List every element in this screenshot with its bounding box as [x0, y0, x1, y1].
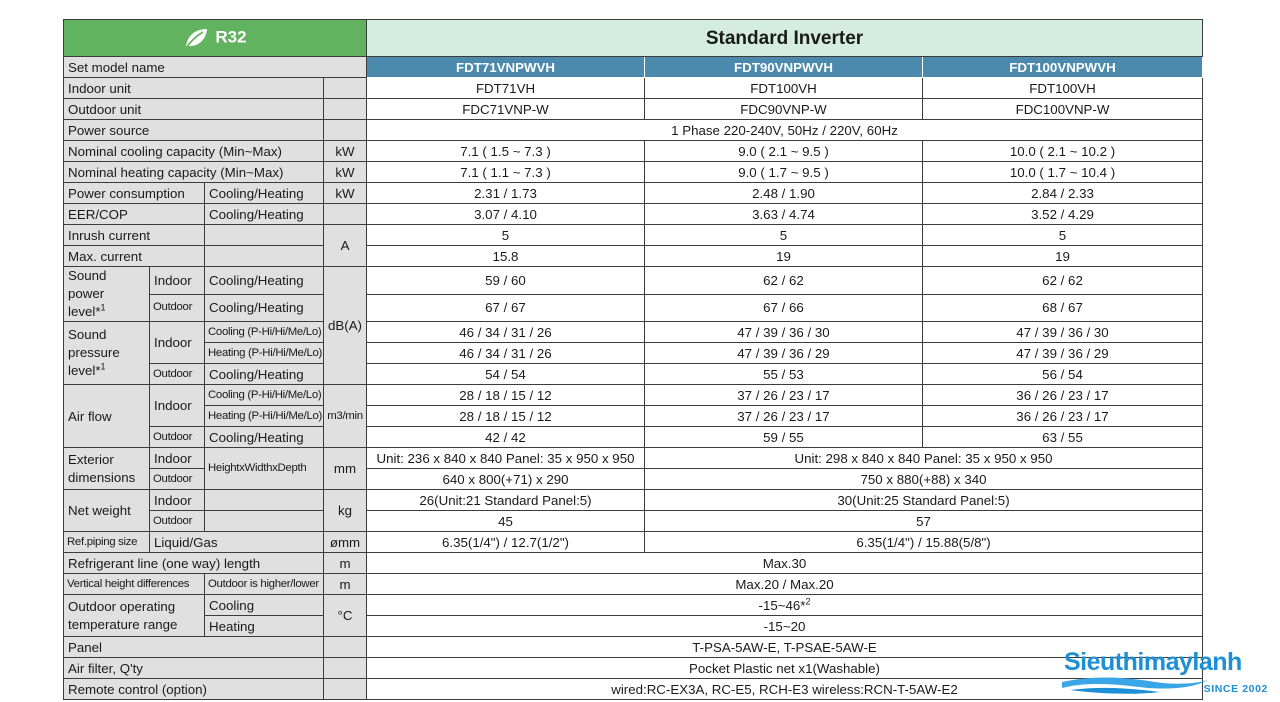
spec-row	[64, 225, 1203, 246]
value-cell: 6.35(1/4") / 15.88(5/8")	[645, 532, 1203, 553]
indoor-label: Indoor	[150, 385, 205, 427]
spec-row	[64, 679, 1203, 700]
value-cell: 62 / 62	[923, 267, 1203, 295]
unit-cell: A	[324, 225, 367, 267]
unit-cell: dB(A)	[324, 267, 367, 385]
unit-cell	[324, 658, 367, 679]
value-cell: T-PSA-5AW-E, T-PSAE-5AW-E	[367, 637, 1203, 658]
sub-label: Cooling/Heating	[205, 183, 324, 204]
row-label: Air filter, Q'ty	[64, 658, 324, 679]
value-cell: 67 / 66	[645, 294, 923, 322]
spec-row	[64, 343, 1203, 364]
value-cell: 36 / 26 / 23 / 17	[923, 406, 1203, 427]
unit-cell: °C	[324, 595, 367, 637]
value-cell: FDT100VH	[923, 78, 1203, 99]
spec-row	[64, 658, 1203, 679]
outdoor-label: Outdoor	[150, 469, 205, 490]
spec-row	[64, 637, 1203, 658]
value-cell: 59 / 55	[645, 427, 923, 448]
spec-row	[64, 78, 1203, 99]
value-cell: 67 / 67	[367, 294, 645, 322]
logo-since: SINCE 2002	[1203, 683, 1268, 695]
sub-label: Cooling/Heating	[205, 364, 324, 385]
value-cell: 68 / 67	[923, 294, 1203, 322]
value-cell: -15~46*$^2$	[367, 595, 1203, 616]
sub-label: Heating (P-Hi/Hi/Me/Lo)	[205, 406, 324, 427]
spec-row	[64, 532, 1203, 553]
model-row	[64, 57, 1203, 78]
value-cell: 7.1 ( 1.5 ~ 7.3 )	[367, 141, 645, 162]
row-label: Outdoor unit	[64, 99, 324, 120]
spec-row	[64, 246, 1203, 267]
value-cell: 5	[645, 225, 923, 246]
spec-row	[64, 99, 1203, 120]
sub-label	[205, 225, 324, 246]
row-label: Sound power level*$^1$	[64, 267, 150, 322]
sub-label: Liquid/Gas	[150, 532, 324, 553]
value-cell: FDT100VH	[645, 78, 923, 99]
value-cell: 62 / 62	[645, 267, 923, 295]
value-cell: 10.0 ( 2.1 ~ 10.2 )	[923, 141, 1203, 162]
value-cell: 10.0 ( 1.7 ~ 10.4 )	[923, 162, 1203, 183]
value-cell: 28 / 18 / 15 / 12	[367, 406, 645, 427]
unit-cell: kg	[324, 490, 367, 532]
value-cell: 37 / 26 / 23 / 17	[645, 406, 923, 427]
row-label: Refrigerant line (one way) length	[64, 553, 324, 574]
model-name: FDT71VNPWVH	[367, 57, 645, 78]
unit-cell: m	[324, 553, 367, 574]
value-cell: 37 / 26 / 23 / 17	[645, 385, 923, 406]
unit-cell	[324, 120, 367, 141]
value-cell: 26(Unit:21 Standard Panel:5)	[367, 490, 645, 511]
unit-cell	[324, 78, 367, 99]
value-cell: 6.35(1/4") / 12.7(1/2")	[367, 532, 645, 553]
wave-icon	[1060, 674, 1210, 696]
value-cell: 54 / 54	[367, 364, 645, 385]
value-cell: 5	[923, 225, 1203, 246]
model-name: FDT100VNPWVH	[923, 57, 1203, 78]
row-label: EER/COP	[64, 204, 205, 225]
value-cell: FDT71VH	[367, 78, 645, 99]
row-label: Net weight	[64, 490, 150, 532]
value-cell: FDC71VNP-W	[367, 99, 645, 120]
value-cell: 47 / 39 / 36 / 30	[645, 322, 923, 343]
refrigerant-badge	[64, 20, 367, 57]
row-label: Nominal cooling capacity (Min~Max)	[64, 141, 324, 162]
spec-row	[64, 490, 1203, 511]
spec-row	[64, 427, 1203, 448]
value-cell: 47 / 39 / 36 / 29	[923, 343, 1203, 364]
value-cell: 15.8	[367, 246, 645, 267]
unit-cell	[324, 204, 367, 225]
value-cell: -15~20	[367, 616, 1203, 637]
unit-cell	[324, 679, 367, 700]
unit-cell: m3/min	[324, 385, 367, 448]
row-label: Exterior dimensions	[64, 448, 150, 490]
unit-cell: ømm	[324, 532, 367, 553]
value-cell: 2.84 / 2.33	[923, 183, 1203, 204]
spec-row	[64, 162, 1203, 183]
outdoor-label: Outdoor	[150, 427, 205, 448]
spec-row	[64, 448, 1203, 469]
value-cell: 3.52 / 4.29	[923, 204, 1203, 225]
value-cell: 46 / 34 / 31 / 26	[367, 343, 645, 364]
value-cell: 28 / 18 / 15 / 12	[367, 385, 645, 406]
sub-label: HeightxWidthxDepth	[205, 448, 324, 490]
row-label: Outdoor operating temperature range	[64, 595, 205, 637]
sub-label	[205, 490, 324, 511]
spec-row	[64, 574, 1203, 595]
value-cell: 9.0 ( 1.7 ~ 9.5 )	[645, 162, 923, 183]
unit-cell: mm	[324, 448, 367, 490]
value-cell: Unit: 236 x 840 x 840 Panel: 35 x 950 x 950	[367, 448, 645, 469]
value-cell: 1 Phase 220-240V, 50Hz / 220V, 60Hz	[367, 120, 1203, 141]
unit-cell: kW	[324, 141, 367, 162]
value-cell: 2.48 / 1.90	[645, 183, 923, 204]
unit-cell: kW	[324, 162, 367, 183]
sub-label: Heating (P-Hi/Hi/Me/Lo)	[205, 343, 324, 364]
indoor-label: Indoor	[150, 448, 205, 469]
value-cell: 19	[923, 246, 1203, 267]
unit-cell: m	[324, 574, 367, 595]
value-cell: 36 / 26 / 23 / 17	[923, 385, 1203, 406]
sub-label: Cooling (P-Hi/Hi/Me/Lo)	[205, 322, 324, 343]
value-cell: 3.07 / 4.10	[367, 204, 645, 225]
series-title: Standard Inverter	[367, 20, 1203, 57]
spec-row	[64, 267, 1203, 295]
row-label: Sound pressure level*$^1$	[64, 322, 150, 385]
outdoor-label: Outdoor	[150, 364, 205, 385]
value-cell: 19	[645, 246, 923, 267]
sub-label: Cooling/Heating	[205, 294, 324, 322]
value-cell: Pocket Plastic net x1(Washable)	[367, 658, 1203, 679]
row-label: Max. current	[64, 246, 205, 267]
sub-label: Cooling/Heating	[205, 267, 324, 295]
row-label: Power source	[64, 120, 324, 141]
model-name: FDT90VNPWVH	[645, 57, 923, 78]
sub-label: Cooling/Heating	[205, 204, 324, 225]
spec-row	[64, 595, 1203, 616]
value-cell: 2.31 / 1.73	[367, 183, 645, 204]
sub-label: Cooling	[205, 595, 324, 616]
value-cell: 30(Unit:25 Standard Panel:5)	[645, 490, 1203, 511]
row-label: Vertical height differences	[64, 574, 205, 595]
row-label: Indoor unit	[64, 78, 324, 99]
sub-label: Heating	[205, 616, 324, 637]
logo-name: Sieuthimaylanh	[1064, 648, 1242, 676]
unit-cell: kW	[324, 183, 367, 204]
spec-row	[64, 120, 1203, 141]
row-label: Remote control (option)	[64, 679, 324, 700]
value-cell: 63 / 55	[923, 427, 1203, 448]
spec-row	[64, 204, 1203, 225]
value-cell: 55 / 53	[645, 364, 923, 385]
sub-label	[205, 246, 324, 267]
model-label: Set model name	[64, 57, 367, 78]
refrigerant-label: R32	[215, 27, 247, 47]
value-cell: 9.0 ( 2.1 ~ 9.5 )	[645, 141, 923, 162]
leaf-icon	[183, 27, 209, 49]
spec-row	[64, 364, 1203, 385]
value-cell: Max.30	[367, 553, 1203, 574]
sub-label: Outdoor is higher/lower	[205, 574, 324, 595]
value-cell: FDC90VNP-W	[645, 99, 923, 120]
row-label: Power consumption	[64, 183, 205, 204]
value-cell: 5	[367, 225, 645, 246]
value-cell: 59 / 60	[367, 267, 645, 295]
value-cell: 7.1 ( 1.1 ~ 7.3 )	[367, 162, 645, 183]
spec-row	[64, 553, 1203, 574]
row-label: Nominal heating capacity (Min~Max)	[64, 162, 324, 183]
row-label: Inrush current	[64, 225, 205, 246]
value-cell: Max.20 / Max.20	[367, 574, 1203, 595]
row-label: Ref.piping size	[64, 532, 150, 553]
spec-row	[64, 322, 1203, 343]
indoor-label: Indoor	[150, 490, 205, 511]
value-cell: wired:RC-EX3A, RC-E5, RCH-E3 wireless:RCN-T-5AW-E2	[367, 679, 1203, 700]
row-label: Panel	[64, 637, 324, 658]
value-cell: 750 x 880(+88) x 340	[645, 469, 1203, 490]
indoor-label: Indoor	[150, 267, 205, 295]
value-cell: 46 / 34 / 31 / 26	[367, 322, 645, 343]
spec-row	[64, 616, 1203, 637]
outdoor-label: Outdoor	[150, 294, 205, 322]
site-logo	[1060, 648, 1274, 698]
value-cell: 42 / 42	[367, 427, 645, 448]
value-cell: 3.63 / 4.74	[645, 204, 923, 225]
outdoor-label: Outdoor	[150, 511, 205, 532]
spec-table	[63, 19, 1203, 700]
value-cell: 47 / 39 / 36 / 29	[645, 343, 923, 364]
spec-row	[64, 511, 1203, 532]
sub-label	[205, 511, 324, 532]
unit-cell	[324, 99, 367, 120]
value-cell: 56 / 54	[923, 364, 1203, 385]
sub-label: Cooling (P-Hi/Hi/Me/Lo)	[205, 385, 324, 406]
value-cell: 45	[367, 511, 645, 532]
spec-row	[64, 294, 1203, 322]
spec-row	[64, 183, 1203, 204]
row-label: Air flow	[64, 385, 150, 448]
unit-cell	[324, 637, 367, 658]
value-cell: FDC100VNP-W	[923, 99, 1203, 120]
value-cell: Unit: 298 x 840 x 840 Panel: 35 x 950 x 950	[645, 448, 1203, 469]
spec-row	[64, 406, 1203, 427]
indoor-label: Indoor	[150, 322, 205, 364]
header-row	[64, 20, 1203, 57]
sub-label: Cooling/Heating	[205, 427, 324, 448]
spec-row	[64, 385, 1203, 406]
value-cell: 47 / 39 / 36 / 30	[923, 322, 1203, 343]
value-cell: 57	[645, 511, 1203, 532]
spec-row	[64, 141, 1203, 162]
value-cell: 640 x 800(+71) x 290	[367, 469, 645, 490]
